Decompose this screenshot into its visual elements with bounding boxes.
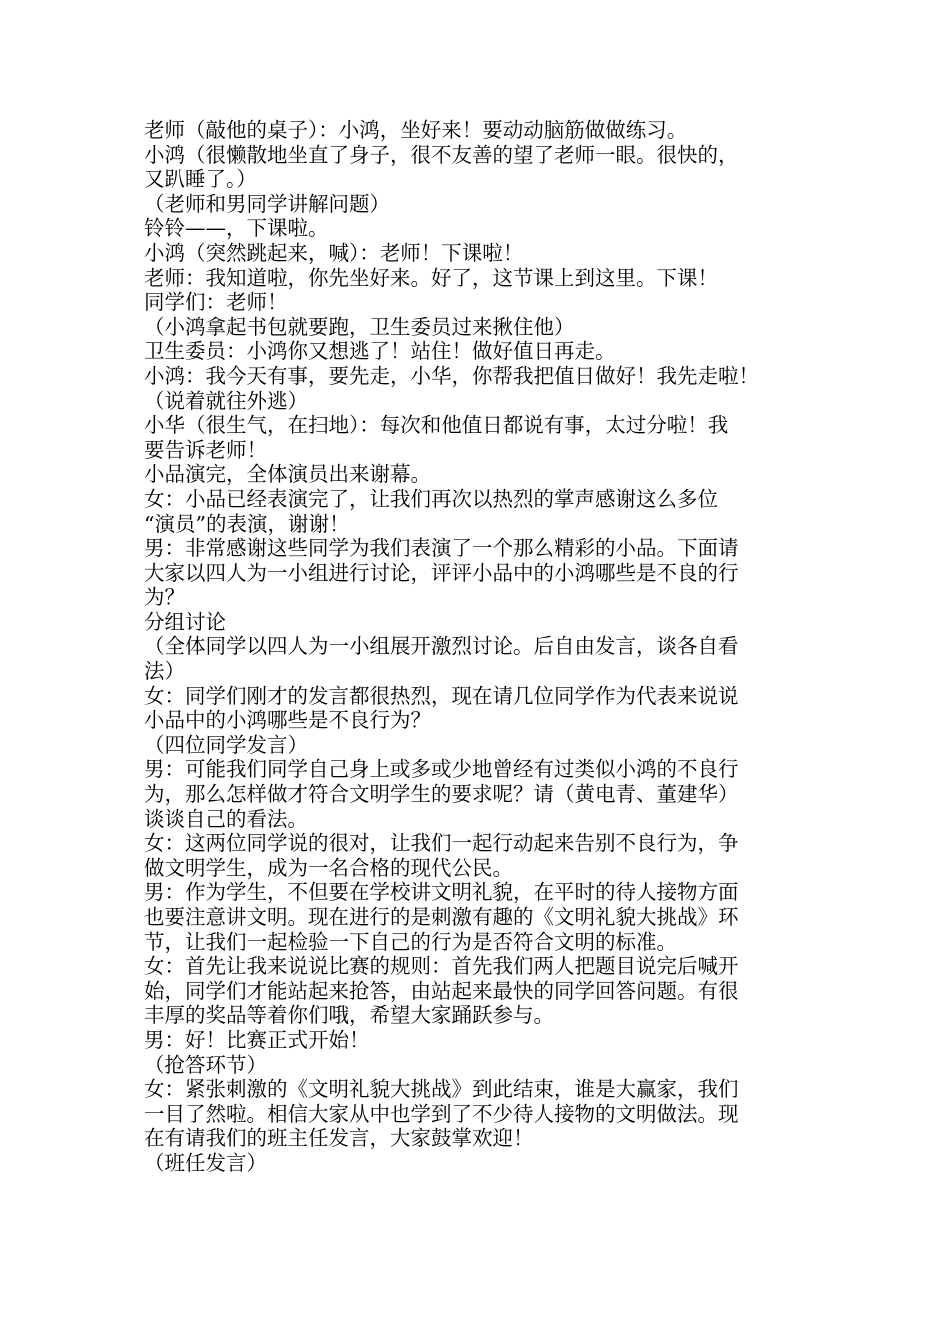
text-line: （班任发言） — [144, 1150, 267, 1175]
text-line: 男：非常感谢这些同学为我们表演了一个那么精彩的小品。下面请 — [144, 536, 739, 561]
text-line: 丰厚的奖品等着你们哦，希望大家踊跃参与。 — [144, 1003, 554, 1028]
document-page — [144, 118, 824, 1176]
text-line: 小鸿（突然跳起来，喊）：老师！下课啦！ — [144, 240, 524, 265]
text-line: 小鸿：我今天有事，要先走，小华，你帮我把值日做好！我先走啦！ — [144, 363, 759, 388]
text-line: 大家以四人为一小组进行讨论，评评小品中的小鸿哪些是不良的行 — [144, 560, 739, 585]
text-line: “演员”的表演，谢谢！ — [144, 511, 350, 536]
text-line: （全体同学以四人为一小组展开激烈讨论。后自由发言，谈各自看 — [144, 634, 739, 659]
text-line: 女：紧张刺激的《文明礼貌大挑战》到此结束，谁是大赢家，我们 — [144, 1077, 739, 1102]
text-line: 始，同学们才能站起来抢答，由站起来最快的同学回答问题。有很 — [144, 978, 739, 1003]
text-line: 在有请我们的班主任发言，大家鼓掌欢迎！ — [144, 1126, 534, 1151]
text-line: （老师和男同学讲解问题） — [144, 191, 390, 216]
text-line: 女：同学们刚才的发言都很热烈，现在请几位同学作为代表来说说 — [144, 683, 739, 708]
text-line: 女：首先让我来说说比赛的规则：首先我们两人把题目说完后喊开 — [144, 954, 739, 979]
text-line: 女：这两位同学说的很对，让我们一起行动起来告别不良行为，争 — [144, 831, 739, 856]
text-line: 同学们：老师！ — [144, 290, 288, 315]
text-line: （抢答环节） — [144, 1052, 267, 1077]
text-line: 法） — [144, 659, 185, 684]
text-line: 节，让我们一起检验一下自己的行为是否符合文明的标准。 — [144, 929, 677, 954]
text-line: 又趴睡了。） — [144, 167, 257, 192]
text-line: 铃铃——，下课啦。 — [144, 216, 329, 241]
text-line: 女：小品已经表演完了，让我们再次以热烈的掌声感谢这么多位 — [144, 486, 718, 511]
text-line: （小鸿拿起书包就要跑，卫生委员过来揪住他） — [144, 314, 575, 339]
text-line: 做文明学生，成为一名合格的现代公民。 — [144, 855, 513, 880]
text-line: 卫生委员：小鸿你又想逃了！站住！做好值日再走。 — [144, 339, 616, 364]
text-line: 要告诉老师！ — [144, 437, 267, 462]
text-line: 男：可能我们同学自己身上或多或少地曾经有过类似小鸿的不良行 — [144, 757, 739, 782]
text-line: 也要注意讲文明。现在进行的是刺激有趣的《文明礼貌大挑战》环 — [144, 905, 739, 929]
text-line: （四位同学发言） — [144, 732, 308, 757]
text-line: 小鸿（很懒散地坐直了身子，很不友善的望了老师一眼。很快的， — [144, 142, 739, 167]
text-line: 男：好！比赛正式开始！ — [144, 1027, 370, 1052]
text-line: 分组讨论 — [144, 609, 226, 634]
text-line: 为？ — [144, 585, 185, 610]
text-line: 老师：我知道啦，你先坐好来。好了，这节课上到这里。下课！ — [144, 265, 718, 290]
text-line: 老师（敲他的桌子）：小鸿，坐好来！要动动脑筋做做练习。 — [144, 118, 688, 142]
text-line: 小华（很生气，在扫地）：每次和他值日都说有事，太过分啦！我 — [144, 413, 729, 438]
text-line: 一目了然啦。相信大家从中也学到了不少待人接物的文明做法。现 — [144, 1101, 739, 1126]
text-line: 谈谈自己的看法。 — [144, 806, 308, 831]
text-line: 小品演完，全体演员出来谢幕。 — [144, 462, 431, 487]
text-line: 男：作为学生，不但要在学校讲文明礼貌，在平时的待人接物方面 — [144, 880, 739, 905]
text-line: 小品中的小鸿哪些是不良行为？ — [144, 708, 431, 733]
text-line: （说着就往外逃） — [144, 388, 308, 413]
text-line: 为，那么怎样做才符合文明学生的要求呢？请（黄电青、董建华） — [144, 782, 739, 807]
